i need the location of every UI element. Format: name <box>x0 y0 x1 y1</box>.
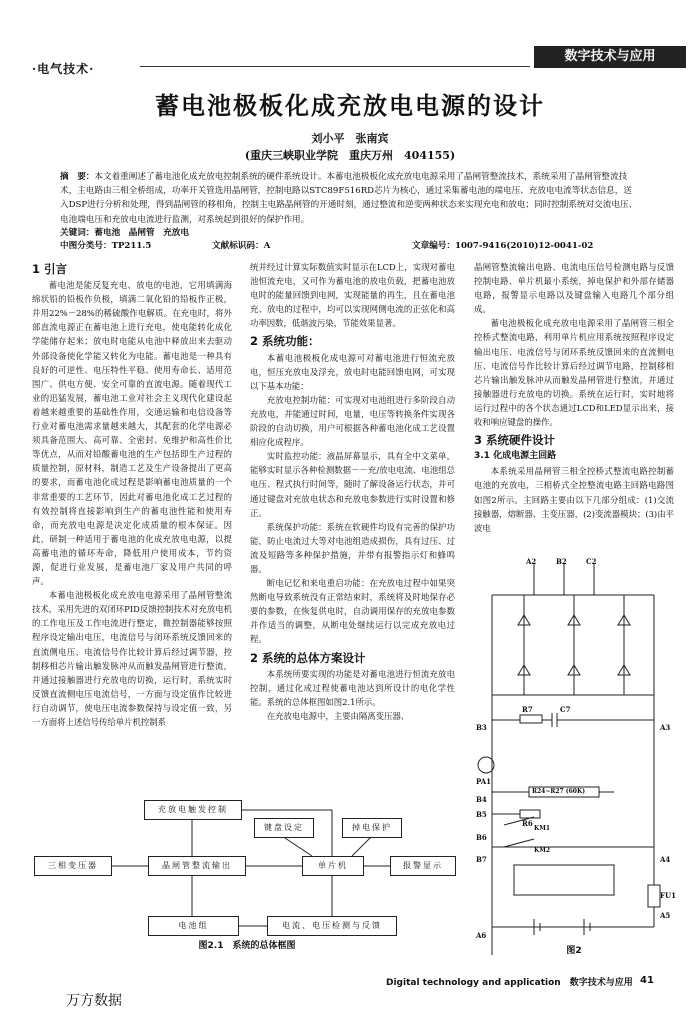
circuit-label: B7 <box>476 855 487 864</box>
circuit-label: B4 <box>476 795 487 804</box>
circuit-diagram <box>474 555 674 960</box>
circuit-label: A5 <box>660 911 671 920</box>
paragraph: 统并经过计算实际数值实时显示在LCD上，实现对蓄电池恒流充电，又可作为蓄电池的放电负载，把蓄电池放电时的能量回馈到电网，实现能量的再生，且在蓄电池充、放电的过程中，均可以实现网侧电流的正弦化和高功率因数，低谐波污染，节能效果显著。 <box>250 262 455 329</box>
rectifier-block: 晶闸管整流输出 <box>148 856 246 876</box>
paragraph: 晶闸管整流输出电路、电流电压信号检测电路与反馈控制电路、单片机最小系统，掉电保护和外部存储器电路，报警显示电路以及键盘输入电路几个部分组成。 <box>474 262 674 315</box>
journal-band: 数字技术与应用 <box>534 46 686 68</box>
paragraph: 蓄电池是能反复充电、放电的电池，它用填满海绵状铅的铅板作负极，填满二氧化铅的铅板作正极，并用22%－28%的稀硫酸作电解质。在充电时，将外部直流电源正在蓄电池上进行充电，使电能转化成化学能储存起来；放电时电能从电池中释放出来去驱动外部设备使化学能又转化为电能。蓄电池是一种具有良好的可逆性、电压特性平稳、使用寿命长、适用范围广、供电方便、安全可靠的直流电源。随着现代工业的迅猛发展，蓄电池工业对社会主义现代化建设起着越来越重要的基础性作用，交通运输和电信设备等行业对蓄电池需求量越来越大，其配套的化学电源必须具备范围大、高可靠、全密封、免维护和高性价比等优点，从而对铅酸蓄电池的生产包括即生产过程的质量控制，原材料，制造工艺及生产设备提出了更高的要求，而蓄电池化成过程是影响蓄电池质量的一个非常重要的工艺环节，因此对蓄电池化成工艺过程的有效控制将直接影响到生产的蓄电池性能和使用寿命，而充放电电源是决定化成质量的根本保证。因此，研制一种适用于蓄电池的化成充放电电源，以提高蓄电池的循环寿命，降低用户使用成本，节约资源，促进行业发展，是蓄电池厂家及用户共同的呼声。 <box>32 280 232 587</box>
column-2 <box>250 260 455 723</box>
header-rule <box>140 66 530 67</box>
subsection-heading: 3.1 化成电源主回路 <box>474 451 557 462</box>
affiliation: (重庆三峡职业学院 重庆万州 404155) <box>244 149 456 162</box>
circuit-label: KM1 <box>534 825 551 832</box>
keywords-text: 蓄电池 晶闸管 充放电 <box>94 228 189 238</box>
circuit-label: C7 <box>560 705 571 714</box>
abstract-label: 摘 要： <box>60 172 95 182</box>
trigger-control-block: 充放电触发控制 <box>144 800 242 820</box>
circuit-label: A2 <box>526 557 537 566</box>
circuit-label: R24~R27 (60K) <box>532 788 586 795</box>
paper-title: 蓄电池极板化成充放电电源的设计 <box>155 91 545 120</box>
section-heading: 2 系统的总体方案设计 <box>250 650 366 665</box>
paragraph: 本蓄电池极板化成充放电电源采用了晶闸管整流技术，采用先进的双闭环PID反馈控制技术对充放电机的工作电压及工作电流进行整定，微控制器能够按照程序设定输出电压，电流信号与闭环系统反馈回来的直流侧电压、电流信号作比较计算后经过调节器，控制移相芯片输出触发脉冲从而触发晶闸管进行整流，并通过接触器进行充放电的切换，运行时，系统实时反馈直流侧电压电流信号，一方面与设定值作比较进行自动调节，使电压电流参数保持与设定值一致，另一方面将上述信号传给单片机控制系 <box>32 590 232 727</box>
abstract-text: 本文着重阐述了蓄电池化成充放电控制系统的硬件系统设计。本蓄电池极板化成充放电电源采用了晶闸管整流技术，系统采用了晶闸管整流技术，主电路由三相全桥组成，功率开关管选用晶闸管，控制电路以STC89F516RD芯片为核心，通过采集蓄电池的端电压、充放电电流等状态信息，送入DSP进行分析和处理，得到晶闸管的移相角，控制主电路晶闸管的开通时刻，通过整流和逆变两种状态来实现充电和放电；同时控制系统对交流电压、电池端电压和充放电电流进行监测，对系统起到很好的保护作用。 <box>60 172 638 225</box>
circuit-label: R7 <box>522 705 533 714</box>
column-1 <box>32 258 232 729</box>
circuit-label: A4 <box>660 855 671 864</box>
circuit-label: B6 <box>476 833 487 842</box>
power-fail-protect-block: 掉电保护 <box>342 818 402 838</box>
abstract <box>60 170 640 227</box>
connector <box>282 836 312 856</box>
column-3 <box>474 260 674 535</box>
battery-block: 电池组 <box>148 916 239 936</box>
alarm-display-block: 报警显示 <box>390 856 456 876</box>
circuit-schematic <box>474 555 674 960</box>
footer-journal: Digital technology and application 数字技术与应用 <box>386 978 633 988</box>
section-tag: ·电气技术· <box>32 62 95 76</box>
keywords-label: 关键词： <box>60 228 95 238</box>
circuit-label: R6 <box>522 819 533 828</box>
circuit-label: C2 <box>586 557 597 566</box>
page-number: 41 <box>640 975 654 986</box>
keywords <box>60 226 640 238</box>
system-block-diagram <box>32 788 462 954</box>
transformer-block: 三相变压器 <box>34 856 112 876</box>
article-number: 文章编号：1007-9416(2010)12-0041-02 <box>412 241 594 251</box>
circuit-label: B2 <box>556 557 567 566</box>
paragraph: 蓄电池极板化成充放电电源采用了晶闸管三相全控桥式整流电路，利用单片机应用系统按照程序设定输出电压、电流信号与闭环系统反馈回来的直流侧电压、电流信号作比较计算后经过调节电路，控制移相芯片输出触发脉冲从而触发晶闸管进行整流，并通过接触器进行充放电的切换。系统在运行时，实时地将运行过程中的各个状态通过LCD和LED显示出来，接收和响应键盘的操作。 <box>474 318 674 428</box>
figure-caption: 图2.1 系统的总体框图 <box>198 941 296 951</box>
paragraph: 断电记忆和来电重启功能：在充放电过程中如果突然断电导致系统没有正常结束时，系统将及时地保存必要的参数，在恢复供电时，自动调用保存的充放电参数并作适当的调整，从断电处继续运行以完成充放电过程。 <box>250 578 455 645</box>
circuit-label: KM2 <box>534 847 551 854</box>
section-heading: 1 引言 <box>32 262 68 276</box>
authors: 刘小平 张南宾 <box>311 132 389 145</box>
connector <box>352 836 372 856</box>
paragraph: 实时监控功能：液晶屏幕显示，具有全中文菜单，能够实时显示各种检测数据－－充/放电电流、电池组总电压、程式执行时间等，随时了解设备运行状态，并可通过键盘对充放电状态和充放电参数进行实时设置和修正。 <box>250 451 455 518</box>
circuit-label: FU1 <box>660 891 676 900</box>
mcu-block: 单片机 <box>302 856 364 876</box>
circuit-label: PA1 <box>476 777 492 786</box>
circuit-label: A3 <box>660 723 671 732</box>
section-heading: 3 系统硬件设计 <box>474 433 556 448</box>
keyboard-block: 键盘设定 <box>254 818 314 838</box>
circuit-label: A6 <box>476 931 487 940</box>
paragraph: 本系统所要实现的功能是对蓄电池进行恒流充放电控制，通过化成过程使蓄电池达到所设计的电化学性能。系统的总体框图如图2.1所示。 <box>250 668 455 707</box>
feedback-block: 电流、电压检测与反馈 <box>267 916 397 936</box>
document-code: 文献标识码：A <box>212 241 271 251</box>
paragraph: 本系统采用晶闸管三相全控桥式整流电路控制蓄电池的充放电，三相桥式全控整流电路主回路电路图如图2所示。主回路主要由以下几部分组成：(1)交流接触器，熔断器、主变压器，(2)变流器模块；(3)由平波电 <box>474 466 674 533</box>
paragraph: 本蓄电池极板化成电源可对蓄电池进行恒流充放电，恒压充放电及浮充，放电时电能回馈电网，可实现以下基本功能： <box>250 352 455 391</box>
circuit-label: B3 <box>476 723 487 732</box>
clc-number: 中图分类号：TP211.5 <box>60 241 152 251</box>
figure-caption: 图2 <box>566 946 582 956</box>
watermark-text: 万方数据 <box>66 993 122 1009</box>
paragraph: 在充放电电源中，主要由隔离变压器、 <box>266 710 410 721</box>
paragraph: 系统保护功能：系统在软硬件均设有完善的保护功能，防止电流过大等对电池组造成损伤，具有过压、过流及短路等多种保护措施，并带有报警指示灯和蜂鸣器。 <box>250 521 455 574</box>
circuit-label: B5 <box>476 810 487 819</box>
section-heading: 2 系统功能： <box>250 334 320 349</box>
paragraph: 充放电控制功能：可实现对电池组进行多阶段自动充放电，并能通过时间，电量，电压等转换条件实现各阶段的自动切换，用户可根据各种蓄电池化成工艺设置相应化成程序。 <box>250 394 455 448</box>
